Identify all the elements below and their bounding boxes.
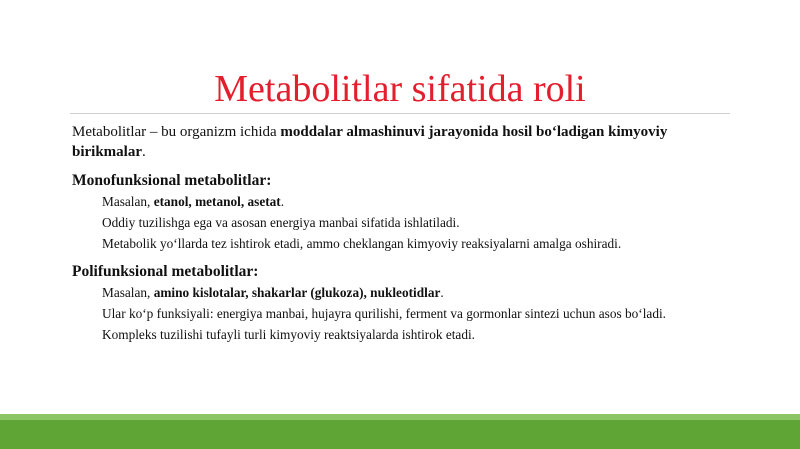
list-item: Ular ko‘p funksiyali: energiya manbai, hujayra qurilishi, ferment va gormonlar sintezi uchun asos bo‘ladi. — [102, 306, 666, 321]
example-prefix: Masalan, — [102, 285, 154, 300]
list-item — [102, 284, 732, 301]
polyfunctional-list — [102, 284, 732, 343]
title-divider — [70, 113, 730, 114]
intro-end: . — [142, 144, 146, 160]
intro-bold-text: moddalar almashinuvi jarayonida hosil bo‘ladigan kimyoviy birikmalar — [72, 124, 668, 160]
section-heading-monofunctional: Monofunksional metabolitlar: — [72, 172, 272, 189]
slide-body — [72, 122, 732, 353]
monofunctional-list — [102, 193, 732, 252]
section-heading-polyfunctional: Polifunksional metabolitlar: — [72, 263, 259, 280]
list-item — [102, 193, 732, 210]
slide-title: Metabolitlar sifatida roli — [214, 68, 586, 110]
list-item: Metabolik yo‘llarda tez ishtirok etadi, ammo cheklangan kimyoviy reaksiyalarni amalga oshiradi. — [102, 236, 622, 251]
list-item: Oddiy tuzilishga ega va asosan energiya manbai sifatida ishlatiladi. — [102, 215, 460, 230]
example-bold: etanol, metanol, asetat — [153, 194, 281, 209]
example-bold: amino kislotalar, shakarlar (glukoza), nukleotidlar — [153, 285, 441, 300]
footer-band-dark — [0, 420, 800, 449]
example-prefix: Masalan, — [102, 194, 154, 209]
list-item: Kompleks tuzilishi tufayli turli kimyoviy reaktsiyalarda ishtirok etadi. — [102, 327, 475, 342]
example-end: . — [280, 194, 285, 209]
intro-text: Metabolitlar – bu organizm ichida — [72, 124, 281, 140]
example-end: . — [440, 285, 444, 300]
intro-paragraph — [72, 122, 732, 162]
